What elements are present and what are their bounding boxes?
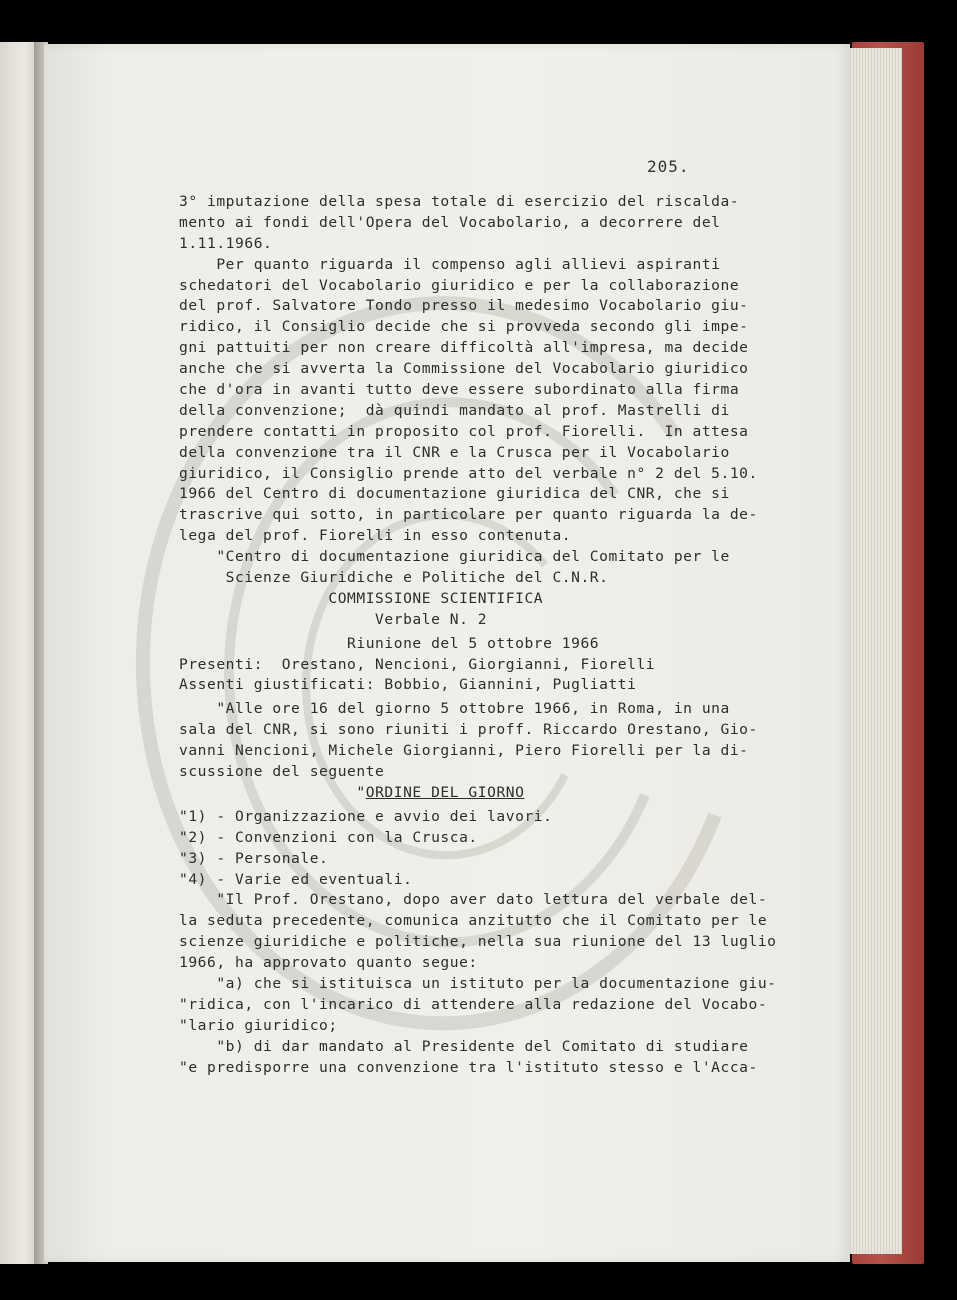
text-line: Riunione del 5 ottobre 1966 [179, 634, 600, 652]
text-line: schedatori del Vocabolario giuridico e per la collaborazione [179, 276, 740, 294]
text-line: "ridica, con l'incarico di attendere alla redazione del Vocabo- [179, 995, 768, 1013]
text-line: "b) di dar mandato al Presidente del Comitato di studiare [179, 1037, 749, 1055]
text-block-meeting-opening [179, 699, 779, 783]
text-line: della convenzione; dà quindi mandato al prof. Mastrelli di [179, 401, 730, 419]
text-line: "Alle ore 16 del giorno 5 ottobre 1966, in Roma, in una [179, 700, 730, 718]
agenda-heading [179, 783, 779, 804]
text-line: "a) che si istituisca un istituto per la documentazione giu- [179, 974, 777, 992]
text-line: 1.11.1966. [179, 234, 273, 252]
text-line: 1966, ha approvato quanto segue: [179, 954, 478, 972]
text-line: "1) - Organizzazione e avvio dei lavori. [179, 807, 553, 825]
body-text [179, 192, 779, 1078]
text-line: "Il Prof. Orestano, dopo aver dato lettura del verbale del- [179, 891, 768, 909]
text-line: Assenti giustificati: Bobbio, Giannini, Pugliatti [179, 676, 637, 694]
text-block-agenda-and-minutes [179, 807, 779, 1079]
text-line: "e predisporre una convenzione tra l'istituto stesso e l'Acca- [179, 1058, 758, 1076]
text-line: del prof. Salvatore Tondo presso il medesimo Vocabolario giu- [179, 297, 749, 315]
text-line: che d'ora in avanti tutto deve essere subordinato alla firma [179, 381, 740, 399]
text-line: scussione del seguente [179, 763, 385, 781]
text-line: COMMISSIONE SCIENTIFICA [179, 589, 544, 607]
agenda-title: ORDINE DEL GIORNO [365, 783, 525, 801]
text-line: "Centro di documentazione giuridica del Comitato per le [179, 548, 730, 566]
text-line: Presenti: Orestano, Nencioni, Giorgianni, Fiorelli [179, 655, 656, 673]
text-block-intro [179, 192, 779, 631]
text-line: scienze giuridiche e politiche, nella sua riunione del 13 luglio [179, 933, 777, 951]
text-line: lega del prof. Fiorelli in esso contenuta. [179, 527, 572, 545]
page-number: 205. [647, 157, 690, 176]
text-line: "lario giuridico; [179, 1016, 338, 1034]
text-line: trascrive qui sotto, in particolare per quanto riguarda la de- [179, 506, 758, 524]
page-stack-edge [842, 48, 902, 1254]
text-line: mento ai fondi dell'Opera del Vocabolario, a decorrere del [179, 213, 721, 231]
text-line: Verbale N. 2 [179, 610, 488, 628]
text-line: prendere contatti in proposito col prof. Fiorelli. In attesa [179, 422, 749, 440]
text-line: sala del CNR, si sono riuniti i proff. Riccardo Orestano, Gio- [179, 721, 758, 739]
text-block-meeting-header [179, 634, 779, 697]
text-line: Per quanto riguarda il compenso agli allievi aspiranti [179, 255, 721, 273]
text-line: vanni Nencioni, Michele Giorgianni, Piero Fiorelli per la di- [179, 742, 749, 760]
text-line: "2) - Convenzioni con la Crusca. [179, 828, 478, 846]
text-line: "4) - Varie ed eventuali. [179, 870, 413, 888]
agenda-quote: " [179, 783, 366, 801]
text-line: la seduta precedente, comunica anzitutto che il Comitato per le [179, 912, 768, 930]
text-line: anche che si avverta la Commissione del Vocabolario giuridico [179, 360, 749, 378]
text-line: "3) - Personale. [179, 849, 329, 867]
text-line: ridico, il Consiglio decide che si provveda secondo gli impe- [179, 318, 749, 336]
text-line: della convenzione tra il CNR e la Crusca per il Vocabolario [179, 443, 730, 461]
text-line: gni pattuiti per non creare difficoltà all'impresa, ma decide [179, 339, 749, 357]
text-line: 3° imputazione della spesa totale di esercizio del riscalda- [179, 193, 740, 210]
text-line: Scienze Giuridiche e Politiche del C.N.R. [179, 569, 609, 587]
text-line: 1966 del Centro di documentazione giuridica del CNR, che si [179, 485, 730, 503]
text-line: giuridico, il Consiglio prende atto del verbale n° 2 del 5.10. [179, 464, 758, 482]
